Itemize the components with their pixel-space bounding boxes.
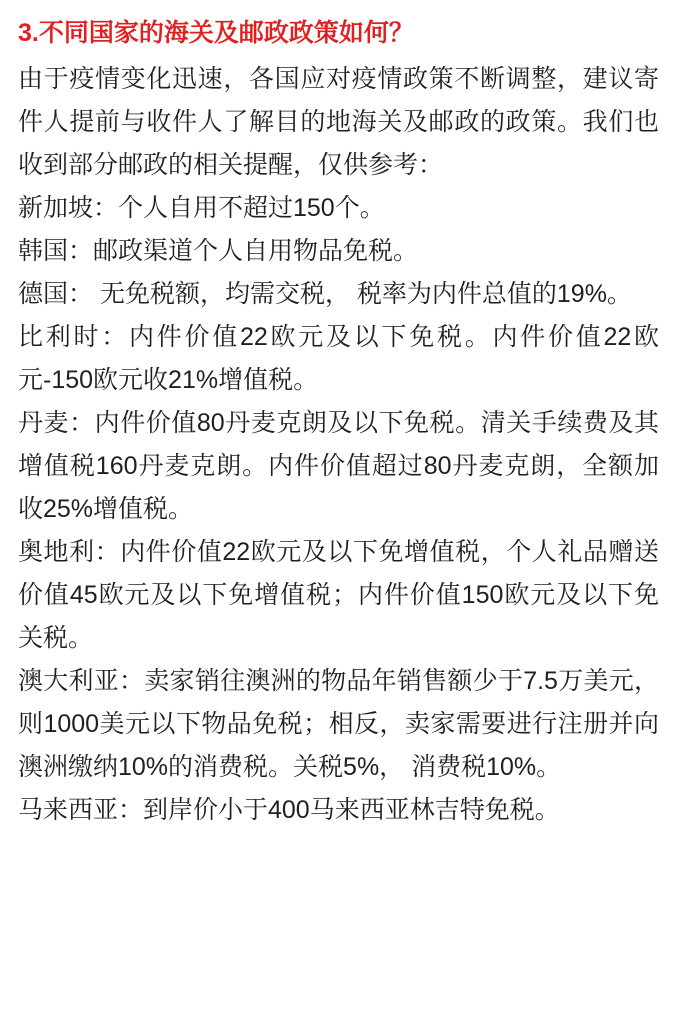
page-title: 3.不同国家的海关及邮政政策如何？ (18, 19, 414, 47)
policy-paragraph-austria: 奥地利：内件价值22欧元及以下免增值税，个人礼品赠送价值45欧元及以下免增值税；内件价值150欧元及以下免关税。 (18, 538, 659, 652)
policy-paragraph-korea: 韩国：邮政渠道个人自用物品免税。 (18, 237, 419, 265)
policy-paragraph-singapore: 新加坡：个人自用不超过150个。 (18, 194, 385, 222)
policy-paragraph-belgium: 比利时：内件价值22欧元及以下免税。内件价值22欧元-150欧元收21%增值税。 (18, 323, 659, 394)
policy-paragraph-australia: 澳大利亚：卖家销往澳洲的物品年销售额少于7.5万美元，则1000美元以下物品免税；相反，卖家需要进行注册并向澳洲缴纳10%的消费税。关税5%， 消费税10%。 (18, 667, 659, 781)
policy-paragraph-germany: 德国： 无免税额，均需交税， 税率为内件总值的19%。 (18, 280, 632, 308)
policy-paragraph-denmark: 丹麦：内件价值80丹麦克朗及以下免税。清关手续费及其增值税160丹麦克朗。内件价值超过80丹麦克朗，全额加收25%增值税。 (18, 409, 659, 523)
intro-paragraph: 由于疫情变化迅速，各国应对疫情政策不断调整，建议寄件人提前与收件人了解目的地海关及邮政的政策。我们也收到部分邮政的相关提醒，仅供参考： (18, 65, 659, 179)
policy-paragraph-malaysia: 马来西亚：到岸价小于400马来西亚林吉特免税。 (18, 796, 560, 824)
